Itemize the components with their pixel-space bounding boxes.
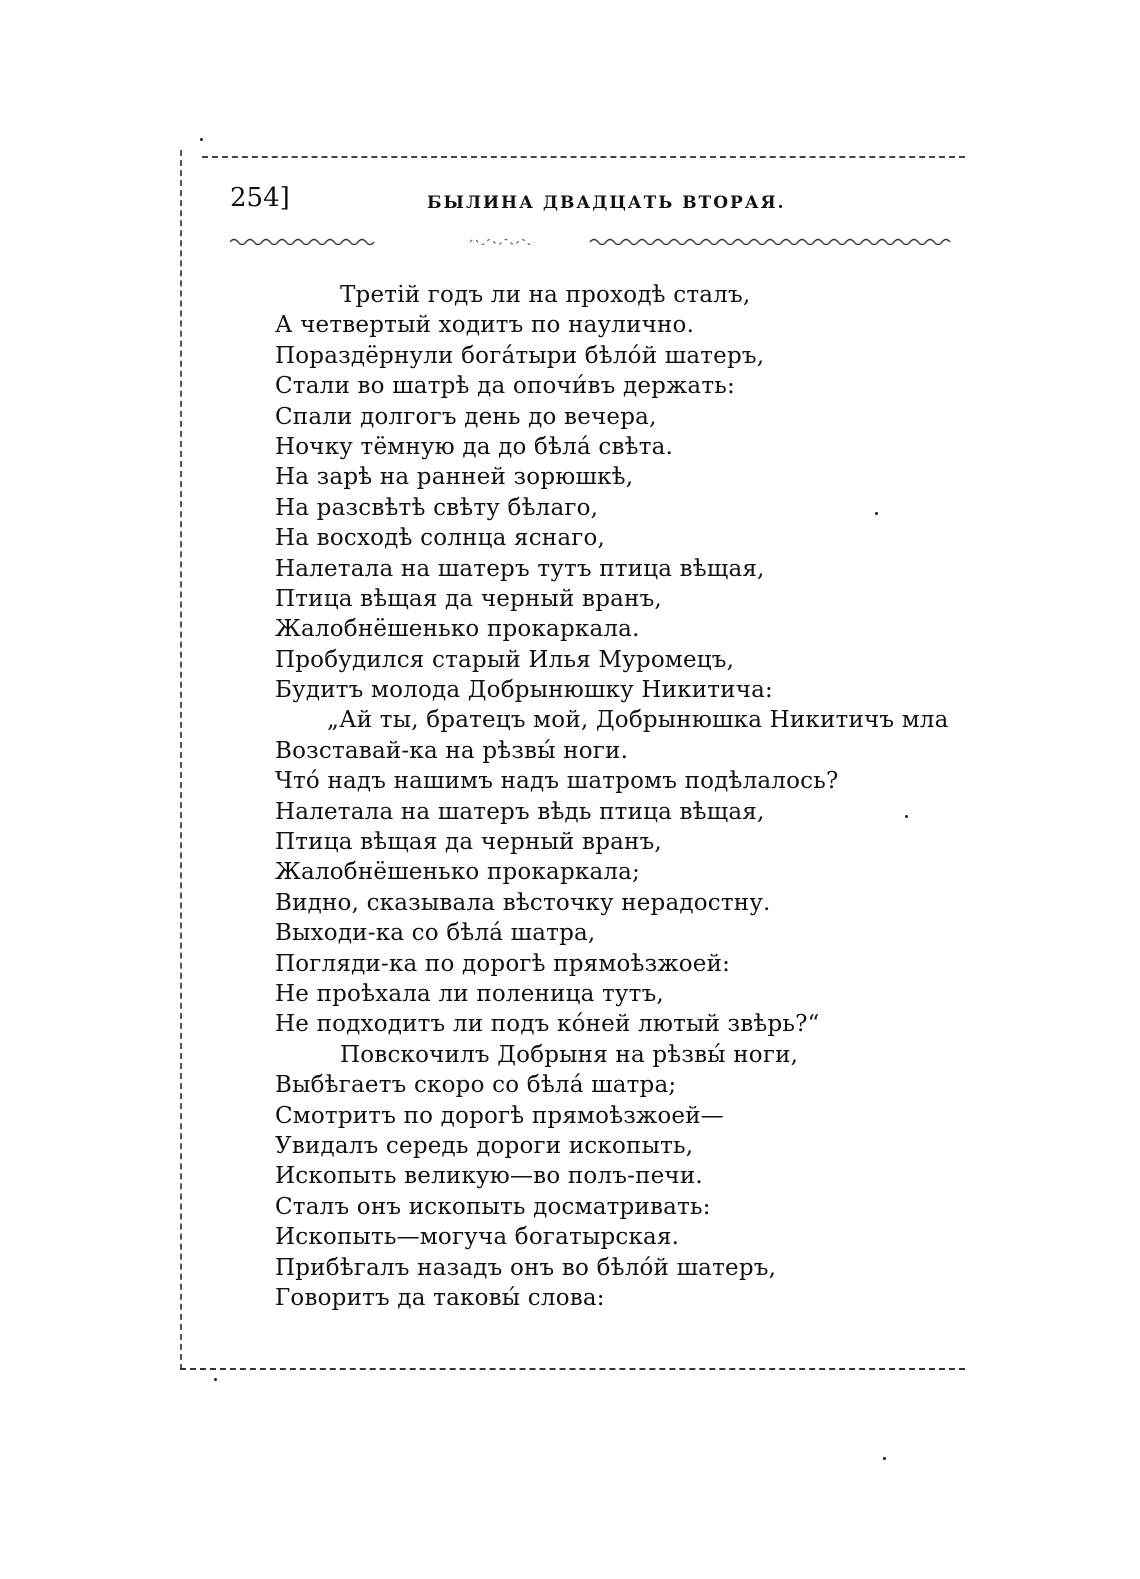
page-number: 254]	[230, 183, 290, 213]
poem-line: Птица вѣщая да черный вранъ,	[275, 585, 662, 612]
print-speck	[214, 1378, 217, 1381]
frame-left-rule	[180, 150, 182, 1370]
poem-line: Стали во шатрѣ да опочи́въ держать:	[275, 373, 735, 400]
poem-line: На зарѣ на ранней зорюшкѣ,	[275, 464, 634, 491]
poem-line: Пораздёрнули богáтыри бѣлóй шатеръ,	[275, 342, 765, 369]
poem-line: Жалобнёшенько прокаркала;	[275, 859, 641, 886]
poem-line: Прибѣгалъ назадъ онъ во бѣлóй шатеръ,	[275, 1254, 777, 1281]
poem-line: Ископыть великую—во полъ-печи.	[275, 1163, 703, 1190]
poem-text	[275, 280, 975, 1313]
poem-line: Ночку тёмную да до бѣлá свѣта.	[275, 433, 674, 460]
poem-line: Погляди-ка по дорогѣ прямоѣзжоей:	[275, 950, 731, 977]
poem-line: Будитъ молода Добрынюшку Никитича:	[275, 677, 773, 704]
poem-line: Выбѣгаетъ скоро со бѣлá шатра;	[275, 1072, 677, 1099]
chapter-title: БЫЛИНА ДВАДЦАТЬ ВТОРАЯ.	[427, 193, 786, 213]
running-head	[230, 183, 960, 223]
poem-line: Смотритъ по дорогѣ прямоѣзжоей—	[275, 1102, 724, 1129]
print-speck	[200, 138, 203, 141]
poem-line: Сталъ онъ ископыть досматривать:	[275, 1193, 711, 1220]
poem-line: Увидалъ середь дороги ископыть,	[275, 1132, 694, 1159]
poem-line: Налетала на шатеръ вѣдь птица вѣщая,	[275, 798, 765, 825]
poem-line: Выходи-ка со бѣлá шатра,	[275, 920, 596, 947]
poem-line: Ископыть—могуча богатырская.	[275, 1224, 680, 1251]
poem-line: Не подходитъ ли подъ кóней лютый звѣрь?“	[275, 1011, 820, 1038]
poem-line: Говоритъ да таковы́ слова:	[275, 1284, 605, 1311]
frame-bottom-rule	[180, 1368, 965, 1370]
poem-line: На восходѣ солнца яснаго,	[275, 525, 606, 552]
poem-line: Возставай-ка на рѣзвы́ ноги.	[275, 737, 629, 764]
print-speck	[905, 815, 908, 818]
poem-line: Повскочилъ Добрыня на рѣзвы́ ноги,	[340, 1041, 799, 1068]
poem-line: Не проѣхала ли поленица тутъ,	[275, 980, 664, 1007]
poem-line: Жалобнёшенько прокаркала.	[275, 616, 640, 643]
print-speck	[875, 512, 878, 515]
poem-line: „Ай ты, братецъ мой, Добрынюшка Никитичъ мла	[327, 707, 949, 734]
frame-top-rule	[202, 156, 965, 158]
poem-line: Спали долгогъ день до вечера,	[275, 403, 657, 430]
wavy-ornament-rule	[230, 237, 955, 247]
poem-line: Птица вѣщая да черный вранъ,	[275, 829, 662, 856]
poem-line: Налетала на шатеръ тутъ птица вѣщая,	[275, 555, 765, 582]
print-speck	[883, 1457, 886, 1460]
poem-line: Видно, сказывала вѣсточку нерадостну.	[275, 889, 771, 916]
poem-line: На разсвѣтѣ свѣту бѣлаго,	[275, 494, 599, 521]
poem-line: А четвертый ходитъ по наулично.	[275, 312, 695, 339]
poem-line: Чтó надъ нашимъ надъ шатромъ подѣлалось?	[275, 768, 839, 795]
poem-line: Пробудился старый Илья Муромецъ,	[275, 646, 735, 673]
poem-line: Третій годъ ли на проходѣ сталъ,	[340, 282, 751, 308]
